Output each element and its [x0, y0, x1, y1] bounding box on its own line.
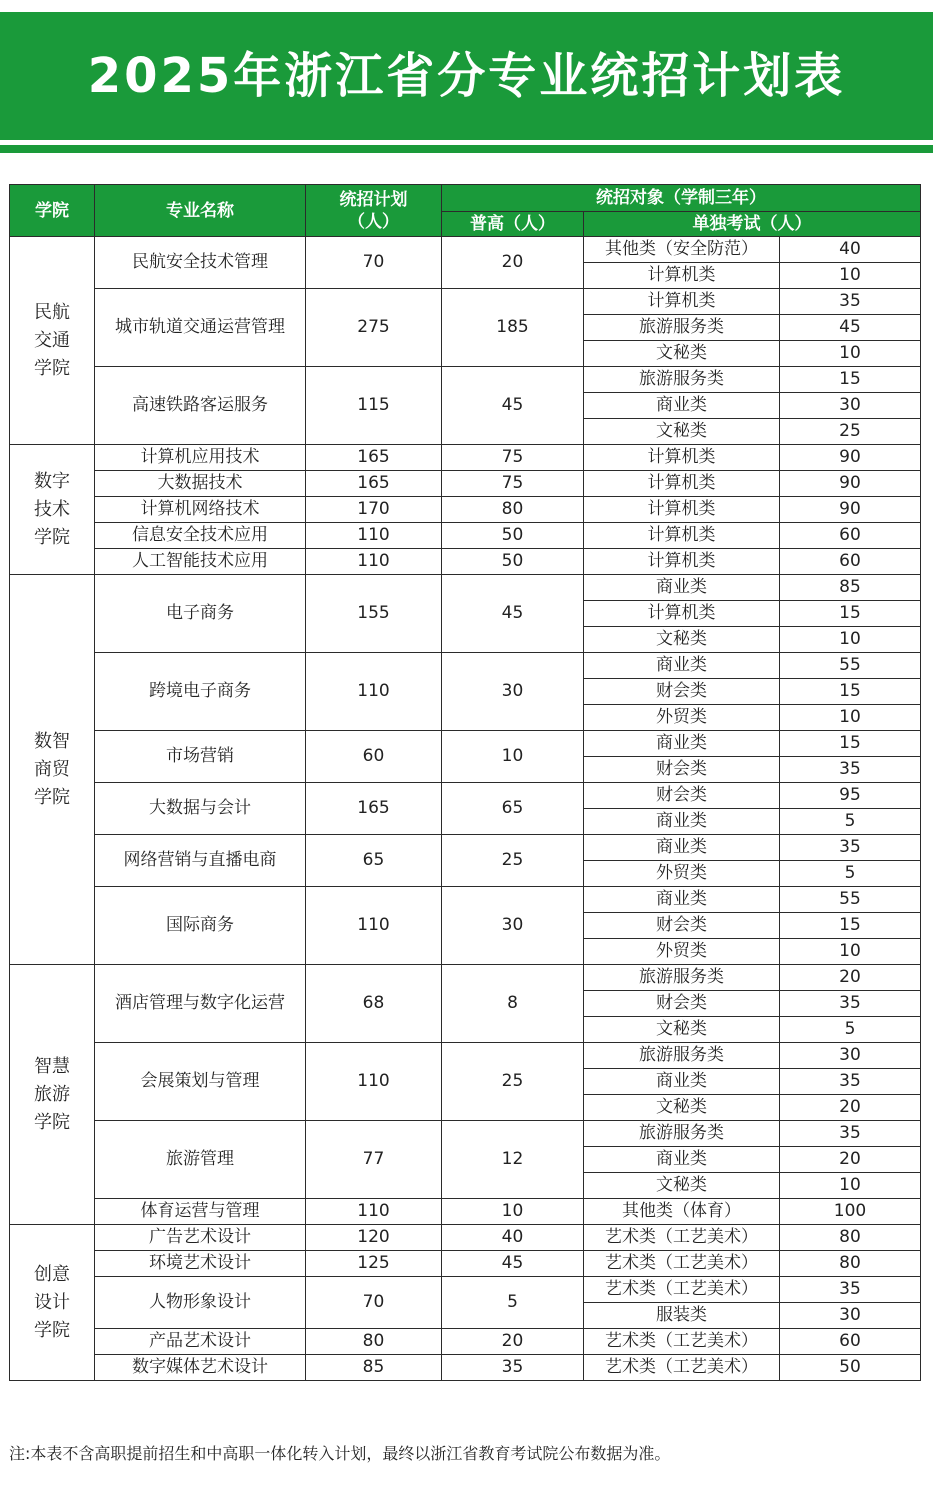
- table-row: [10, 1121, 921, 1147]
- exam-category: 文秘类: [584, 627, 780, 653]
- table-row: [10, 783, 921, 809]
- exam-count: 10: [780, 705, 921, 731]
- major-name: 环境艺术设计: [95, 1251, 306, 1277]
- exam-category: 商业类: [584, 575, 780, 601]
- exam-count: 35: [780, 289, 921, 315]
- college-name: 智慧旅游学院: [34, 1055, 70, 1133]
- plan-count: 110: [306, 1199, 442, 1225]
- exam-count: 35: [780, 991, 921, 1017]
- table-row: [10, 1329, 921, 1355]
- table-row: [10, 835, 921, 861]
- major-name: 高速铁路客运服务: [95, 367, 306, 445]
- exam-category: 艺术类（工艺美术）: [584, 1277, 780, 1303]
- exam-count: 40: [780, 237, 921, 263]
- exam-count: 30: [780, 1043, 921, 1069]
- exam-count: 15: [780, 679, 921, 705]
- major-name: 产品艺术设计: [95, 1329, 306, 1355]
- header-regular: 普高（人）: [442, 212, 584, 237]
- plan-count: 110: [306, 653, 442, 731]
- major-name: 旅游管理: [95, 1121, 306, 1199]
- plan-count: 80: [306, 1329, 442, 1355]
- exam-count: 55: [780, 653, 921, 679]
- table-row: [10, 575, 921, 601]
- table-row: [10, 523, 921, 549]
- major-name: 跨境电子商务: [95, 653, 306, 731]
- college-cell: [10, 965, 95, 1225]
- exam-category: 计算机类: [584, 263, 780, 289]
- major-name: 大数据与会计: [95, 783, 306, 835]
- table-row: [10, 497, 921, 523]
- plan-count: 110: [306, 523, 442, 549]
- major-name: 广告艺术设计: [95, 1225, 306, 1251]
- plan-count: 275: [306, 289, 442, 367]
- plan-count: 70: [306, 1277, 442, 1329]
- major-name: 电子商务: [95, 575, 306, 653]
- exam-count: 35: [780, 1277, 921, 1303]
- exam-category: 计算机类: [584, 601, 780, 627]
- regular-count: 65: [442, 783, 584, 835]
- exam-count: 90: [780, 497, 921, 523]
- banner-divider: [0, 145, 933, 153]
- plan-count: 68: [306, 965, 442, 1043]
- regular-count: 75: [442, 445, 584, 471]
- major-name: 计算机应用技术: [95, 445, 306, 471]
- exam-category: 商业类: [584, 1069, 780, 1095]
- exam-category: 文秘类: [584, 1017, 780, 1043]
- table-row: [10, 367, 921, 393]
- regular-count: 20: [442, 1329, 584, 1355]
- exam-count: 35: [780, 1121, 921, 1147]
- plan-count: 125: [306, 1251, 442, 1277]
- exam-category: 文秘类: [584, 1095, 780, 1121]
- exam-count: 15: [780, 731, 921, 757]
- regular-count: 30: [442, 653, 584, 731]
- exam-count: 15: [780, 601, 921, 627]
- title-banner: [0, 12, 933, 140]
- exam-count: 35: [780, 1069, 921, 1095]
- exam-count: 10: [780, 341, 921, 367]
- exam-count: 45: [780, 315, 921, 341]
- plan-count: 120: [306, 1225, 442, 1251]
- exam-category: 其他类（体育）: [584, 1199, 780, 1225]
- exam-category: 外贸类: [584, 705, 780, 731]
- header-major: 专业名称: [95, 185, 306, 237]
- exam-category: 计算机类: [584, 549, 780, 575]
- exam-count: 80: [780, 1251, 921, 1277]
- exam-count: 5: [780, 861, 921, 887]
- header-plan: [306, 185, 442, 237]
- footnote: 注:本表不含高职提前招生和中高职一体化转入计划，最终以浙江省教育考试院公布数据为准。: [9, 1444, 671, 1463]
- major-name: 民航安全技术管理: [95, 237, 306, 289]
- plan-count: 60: [306, 731, 442, 783]
- header-separate: 单独考试（人）: [584, 212, 921, 237]
- exam-count: 60: [780, 549, 921, 575]
- exam-count: 90: [780, 471, 921, 497]
- regular-count: 45: [442, 1251, 584, 1277]
- major-name: 市场营销: [95, 731, 306, 783]
- regular-count: 50: [442, 549, 584, 575]
- exam-category: 计算机类: [584, 523, 780, 549]
- page-title: 2025年浙江省分专业统招计划表: [87, 48, 846, 104]
- exam-category: 财会类: [584, 783, 780, 809]
- table-row: [10, 237, 921, 263]
- exam-count: 30: [780, 1303, 921, 1329]
- plan-count: 170: [306, 497, 442, 523]
- exam-category: 外贸类: [584, 861, 780, 887]
- table-row: [10, 887, 921, 913]
- regular-count: 185: [442, 289, 584, 367]
- exam-category: 艺术类（工艺美术）: [584, 1251, 780, 1277]
- plan-count: 155: [306, 575, 442, 653]
- college-cell: [10, 445, 95, 575]
- exam-category: 其他类（安全防范）: [584, 237, 780, 263]
- table-row: [10, 1225, 921, 1251]
- exam-category: 财会类: [584, 991, 780, 1017]
- enrollment-plan-table: [9, 184, 921, 1381]
- table-row: [10, 965, 921, 991]
- header-target: 统招对象（学制三年）: [442, 185, 921, 212]
- major-name: 会展策划与管理: [95, 1043, 306, 1121]
- regular-count: 10: [442, 1199, 584, 1225]
- table-row: [10, 445, 921, 471]
- exam-count: 85: [780, 575, 921, 601]
- exam-category: 商业类: [584, 731, 780, 757]
- exam-category: 艺术类（工艺美术）: [584, 1329, 780, 1355]
- exam-count: 35: [780, 835, 921, 861]
- exam-count: 15: [780, 367, 921, 393]
- major-name: 国际商务: [95, 887, 306, 965]
- major-name: 酒店管理与数字化运营: [95, 965, 306, 1043]
- header-plan-label: 统招计划（人）: [339, 189, 408, 232]
- exam-count: 30: [780, 393, 921, 419]
- regular-count: 35: [442, 1355, 584, 1381]
- plan-count: 77: [306, 1121, 442, 1199]
- exam-count: 10: [780, 1173, 921, 1199]
- regular-count: 12: [442, 1121, 584, 1199]
- plan-count: 165: [306, 783, 442, 835]
- exam-category: 旅游服务类: [584, 1043, 780, 1069]
- plan-count: 165: [306, 471, 442, 497]
- exam-count: 60: [780, 523, 921, 549]
- exam-category: 商业类: [584, 835, 780, 861]
- college-cell: [10, 237, 95, 445]
- exam-count: 10: [780, 627, 921, 653]
- exam-category: 服装类: [584, 1303, 780, 1329]
- exam-count: 20: [780, 1095, 921, 1121]
- table-row: [10, 731, 921, 757]
- plan-count: 110: [306, 887, 442, 965]
- major-name: 城市轨道交通运营管理: [95, 289, 306, 367]
- exam-category: 财会类: [584, 913, 780, 939]
- major-name: 大数据技术: [95, 471, 306, 497]
- exam-count: 5: [780, 1017, 921, 1043]
- exam-category: 文秘类: [584, 419, 780, 445]
- exam-category: 计算机类: [584, 445, 780, 471]
- plan-count: 115: [306, 367, 442, 445]
- exam-category: 旅游服务类: [584, 315, 780, 341]
- regular-count: 45: [442, 367, 584, 445]
- exam-category: 计算机类: [584, 471, 780, 497]
- exam-category: 商业类: [584, 1147, 780, 1173]
- exam-count: 55: [780, 887, 921, 913]
- exam-category: 艺术类（工艺美术）: [584, 1355, 780, 1381]
- exam-category: 计算机类: [584, 497, 780, 523]
- plan-count: 110: [306, 1043, 442, 1121]
- regular-count: 25: [442, 835, 584, 887]
- major-name: 网络营销与直播电商: [95, 835, 306, 887]
- exam-count: 95: [780, 783, 921, 809]
- major-name: 人物形象设计: [95, 1277, 306, 1329]
- exam-category: 艺术类（工艺美术）: [584, 1225, 780, 1251]
- table-row: [10, 1277, 921, 1303]
- exam-category: 财会类: [584, 679, 780, 705]
- table-row: [10, 653, 921, 679]
- exam-category: 旅游服务类: [584, 367, 780, 393]
- plan-count: 70: [306, 237, 442, 289]
- exam-count: 60: [780, 1329, 921, 1355]
- table-row: [10, 1199, 921, 1225]
- regular-count: 30: [442, 887, 584, 965]
- exam-count: 50: [780, 1355, 921, 1381]
- exam-count: 80: [780, 1225, 921, 1251]
- college-name: 数智商贸学院: [34, 730, 70, 808]
- regular-count: 75: [442, 471, 584, 497]
- exam-category: 计算机类: [584, 289, 780, 315]
- college-cell: [10, 1225, 95, 1381]
- exam-count: 10: [780, 263, 921, 289]
- table-row: [10, 1043, 921, 1069]
- regular-count: 45: [442, 575, 584, 653]
- exam-count: 10: [780, 939, 921, 965]
- regular-count: 25: [442, 1043, 584, 1121]
- exam-category: 商业类: [584, 887, 780, 913]
- table-row: [10, 289, 921, 315]
- regular-count: 20: [442, 237, 584, 289]
- plan-count: 165: [306, 445, 442, 471]
- exam-category: 文秘类: [584, 341, 780, 367]
- exam-count: 5: [780, 809, 921, 835]
- exam-count: 90: [780, 445, 921, 471]
- college-name: 数字技术学院: [34, 470, 70, 548]
- college-cell: [10, 575, 95, 965]
- plan-count: 65: [306, 835, 442, 887]
- regular-count: 80: [442, 497, 584, 523]
- header-college: 学院: [10, 185, 95, 237]
- college-name: 民航交通学院: [34, 301, 70, 379]
- exam-category: 外贸类: [584, 939, 780, 965]
- table-row: [10, 549, 921, 575]
- exam-count: 15: [780, 913, 921, 939]
- exam-count: 100: [780, 1199, 921, 1225]
- major-name: 信息安全技术应用: [95, 523, 306, 549]
- college-name: 创意设计学院: [34, 1263, 70, 1341]
- table-row: [10, 1355, 921, 1381]
- exam-count: 25: [780, 419, 921, 445]
- exam-category: 商业类: [584, 653, 780, 679]
- major-name: 计算机网络技术: [95, 497, 306, 523]
- regular-count: 8: [442, 965, 584, 1043]
- exam-category: 旅游服务类: [584, 965, 780, 991]
- plan-count: 85: [306, 1355, 442, 1381]
- exam-count: 35: [780, 757, 921, 783]
- regular-count: 10: [442, 731, 584, 783]
- exam-category: 财会类: [584, 757, 780, 783]
- plan-count: 110: [306, 549, 442, 575]
- major-name: 体育运营与管理: [95, 1199, 306, 1225]
- table-row: [10, 471, 921, 497]
- regular-count: 40: [442, 1225, 584, 1251]
- exam-count: 20: [780, 1147, 921, 1173]
- exam-category: 商业类: [584, 809, 780, 835]
- regular-count: 5: [442, 1277, 584, 1329]
- exam-category: 文秘类: [584, 1173, 780, 1199]
- major-name: 人工智能技术应用: [95, 549, 306, 575]
- exam-category: 旅游服务类: [584, 1121, 780, 1147]
- regular-count: 50: [442, 523, 584, 549]
- table-row: [10, 1251, 921, 1277]
- major-name: 数字媒体艺术设计: [95, 1355, 306, 1381]
- exam-count: 20: [780, 965, 921, 991]
- exam-category: 商业类: [584, 393, 780, 419]
